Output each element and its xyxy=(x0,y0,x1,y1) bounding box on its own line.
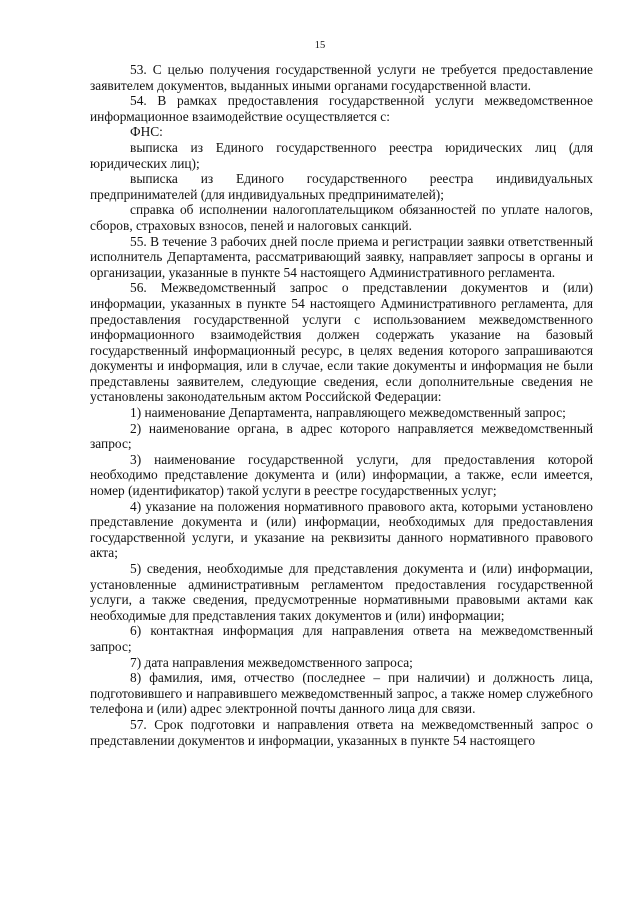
list-item-egrul: выписка из Единого государственного реестра юридических лиц (для юридических лиц); xyxy=(90,139,593,171)
paragraph-54: 54. В рамках предоставления государственной услуги межведомственное информационное взаимодействие осуществляется с: xyxy=(90,93,593,124)
paragraph-56: 56. Межведомственный запрос о представлении документов и (или) информации, указанных в пункте 54 настоящего Административного регламента, для предоставления государственной услуги с использованием межведомственного информационного взаимодействия должен содержать указание на базовый государственный информационный ресурс, в целях ведения которого запрашиваются документы и информация, или в случае, если такие документы и информация не были представлены заявителем, следующие сведения, если дополнительные сведения не установлены законодательным актом Российской Федерации: xyxy=(90,280,593,405)
list-item-6: 6) контактная информация для направления ответа на межведомственный запрос; xyxy=(90,623,593,654)
list-item-egrip: выписка из Единого государственного реестра индивидуальных предпринимателей (для индивидуальных предпринимателей); xyxy=(90,171,593,202)
list-item-8: 8) фамилия, имя, отчество (последнее – при наличии) и должность лица, подготовившего и направившего межведомственный запрос, а также номер служебного телефона и (или) адрес электронной почты данного лица для связи. xyxy=(90,670,593,717)
list-item-1: 1) наименование Департамента, направляющего межведомственный запрос; xyxy=(130,405,566,421)
list-item-4: 4) указание на положения нормативного правового акта, которыми установлено представление документа и (или) информации, необходимых для предоставления государственной услуги, и указание на реквизиты данного нормативного правового акта; xyxy=(90,498,593,561)
page-number: 15 xyxy=(314,40,326,51)
document-body xyxy=(90,62,593,748)
list-item-5: 5) сведения, необходимые для представления документа и (или) информации, установленные административным регламентом предоставления государственной услуги, а также сведения, предусмотренные нормативными правовыми актами как необходимые для представления таких документов и (или) информации; xyxy=(90,561,593,623)
list-item-2: 2) наименование органа, в адрес которого направляется межведомственный запрос; xyxy=(90,420,593,452)
list-item-tax-certificate: справка об исполнении налогоплательщиком обязанностей по уплате налогов, сборов, страховых взносов, пеней и налоговых санкций. xyxy=(90,202,593,233)
fns-heading: ФНС: xyxy=(130,124,163,140)
paragraph-55: 55. В течение 3 рабочих дней после приема и регистрации заявки ответственный исполнитель Департамента, рассматривающий заявку, направляет запросы в органы и организации, указанные в пункте 54 настоящего Административного регламента. xyxy=(90,233,593,280)
list-item-3: 3) наименование государственной услуги, для предоставления которой необходимо представление документа и (или) информации, а также, если имеется, номер (идентификатор) такой услуги в реестре государственных услуг; xyxy=(90,451,593,499)
paragraph-53: 53. С целью получения государственной услуги не требуется предоставление заявителем документов, выданных иными органами государственной власти. xyxy=(90,62,593,93)
paragraph-57: 57. Срок подготовки и направления ответа на межведомственный запрос о представлении документов и информации, указанных в пункте 54 настоящего xyxy=(90,716,593,748)
list-item-7: 7) дата направления межведомственного запроса; xyxy=(130,654,413,670)
